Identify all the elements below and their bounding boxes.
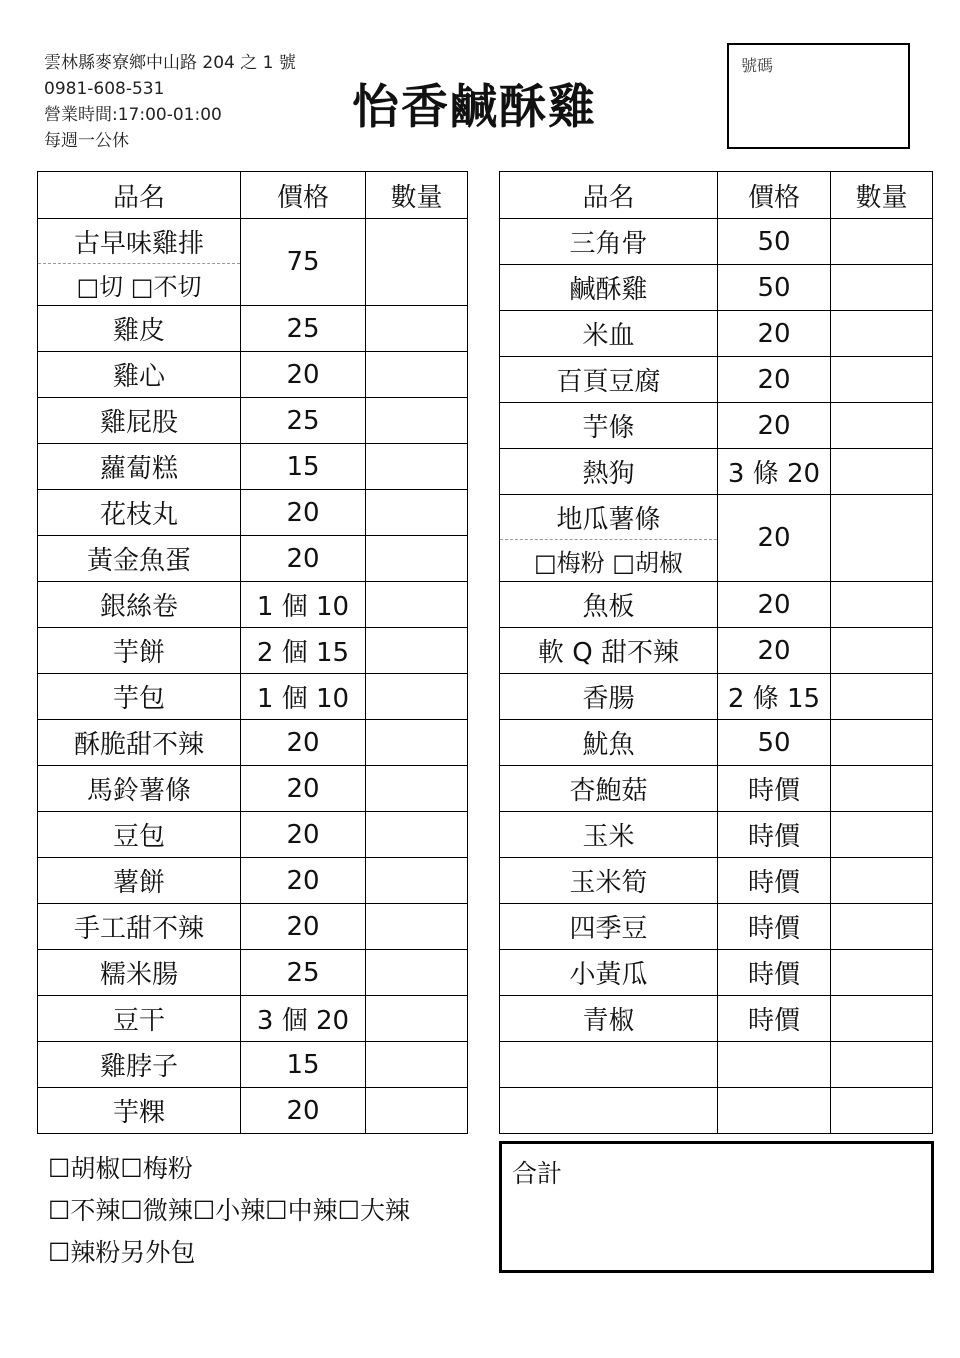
qty-cell[interactable] [831,996,933,1042]
qty-cell[interactable] [831,720,933,766]
shop-info [44,50,296,154]
menu-row [500,403,933,449]
qty-cell[interactable] [831,674,933,720]
menu-row [38,766,468,812]
qty-cell[interactable] [831,311,933,357]
item-price: 20 [241,858,366,904]
qty-cell[interactable] [366,306,468,352]
header-price: 價格 [718,172,831,219]
item-price: 75 [241,219,366,306]
qty-cell[interactable] [831,950,933,996]
menu-row [500,858,933,904]
item-name: 軟 Q 甜不辣 [500,628,718,674]
item-price: 1 個 10 [241,582,366,628]
qty-cell[interactable] [366,628,468,674]
header-qty: 數量 [366,172,468,219]
item-name: 香腸 [500,674,718,720]
menu-row [38,996,468,1042]
qty-cell[interactable] [831,858,933,904]
qty-cell[interactable] [366,674,468,720]
menu-row [38,582,468,628]
item-price: 20 [718,628,831,674]
item-price: 時價 [718,766,831,812]
item-price: 20 [718,582,831,628]
item-price: 20 [241,490,366,536]
item-name: 芋餅 [38,628,241,674]
qty-cell[interactable] [831,1042,933,1088]
item-price: 時價 [718,812,831,858]
item-price: 15 [241,444,366,490]
item-name: 手工甜不辣 [38,904,241,950]
menu-row [38,536,468,582]
order-number-label: 號碼 [741,56,774,75]
qty-cell[interactable] [366,1042,468,1088]
menu-row [500,1042,933,1088]
menu-row [500,265,933,311]
qty-cell[interactable] [366,444,468,490]
item-price: 20 [718,403,831,449]
item-price: 25 [241,306,366,352]
item-price: 1 個 10 [241,674,366,720]
menu-row [38,490,468,536]
item-name: 馬鈴薯條 [38,766,241,812]
shop-hours: 營業時間:17:00-01:00 [44,105,222,125]
qty-cell[interactable] [366,766,468,812]
menu-row [38,1088,468,1134]
order-number-box[interactable] [727,43,910,149]
menu-row [500,582,933,628]
item-name [500,1042,718,1088]
menu-row [38,628,468,674]
menu-row [500,674,933,720]
item-price: 25 [241,950,366,996]
qty-cell[interactable] [831,449,933,495]
seasoning-options [48,1148,410,1274]
item-name: 雞心 [38,352,241,398]
menu-row [38,352,468,398]
menu-row [38,904,468,950]
item-name: 雞脖子 [38,1042,241,1088]
item-price: 2 個 15 [241,628,366,674]
seasoning-line[interactable]: ☐胡椒☐梅粉 [48,1154,193,1183]
qty-cell[interactable] [831,812,933,858]
qty-cell[interactable] [366,950,468,996]
item-price: 50 [718,720,831,766]
menu-row [38,858,468,904]
item-price: 20 [718,311,831,357]
menu-row [500,311,933,357]
spice-level-line[interactable]: ☐不辣☐微辣☐小辣☐中辣☐大辣 [48,1196,411,1225]
menu-row [38,306,468,352]
item-name: 四季豆 [500,904,718,950]
menu-row [38,1042,468,1088]
item-name: 糯米腸 [38,950,241,996]
qty-cell[interactable] [366,904,468,950]
item-price: 時價 [718,858,831,904]
header-name: 品名 [500,172,718,219]
item-price [718,1088,831,1134]
menu-row [500,449,933,495]
menu-row [500,904,933,950]
item-price: 3 條 20 [718,449,831,495]
item-name: 魚板 [500,582,718,628]
item-name: 豆包 [38,812,241,858]
item-price: 20 [241,536,366,582]
qty-cell[interactable] [831,403,933,449]
item-price: 時價 [718,996,831,1042]
menu-table-right [499,171,933,1134]
item-name: 米血 [500,311,718,357]
menu-row [38,674,468,720]
cut-options[interactable]: □切 □不切 [38,264,241,306]
item-price: 50 [718,219,831,265]
menu-row [500,628,933,674]
qty-cell[interactable] [366,398,468,444]
menu-row [500,950,933,996]
item-name: 地瓜薯條 [500,495,718,540]
total-box[interactable] [499,1141,934,1273]
item-price: 20 [241,1088,366,1134]
header-qty: 數量 [831,172,933,219]
item-price: 25 [241,398,366,444]
qty-cell[interactable] [831,357,933,403]
item-price: 20 [241,812,366,858]
shop-phone: 0981-608-531 [44,79,165,99]
item-name: 芋條 [500,403,718,449]
qty-cell[interactable] [366,536,468,582]
menu-row [500,219,933,265]
seasoning-options-cell[interactable]: □梅粉 □胡椒 [500,540,718,582]
qty-cell[interactable] [831,1088,933,1134]
qty-cell[interactable] [366,812,468,858]
menu-row [500,1088,933,1134]
qty-cell[interactable] [831,766,933,812]
item-name: 玉米 [500,812,718,858]
item-name: 古早味雞排 [38,219,241,264]
qty-cell[interactable] [366,582,468,628]
menu-row [500,766,933,812]
item-name: 玉米筍 [500,858,718,904]
item-price: 20 [718,357,831,403]
item-name: 鹹酥雞 [500,265,718,311]
shop-closed-day: 每週一公休 [44,131,129,151]
item-name: 豆干 [38,996,241,1042]
qty-cell[interactable] [831,495,933,582]
separate-powder-line[interactable]: ☐辣粉另外包 [48,1238,196,1267]
item-price: 時價 [718,904,831,950]
item-name: 銀絲卷 [38,582,241,628]
menu-row [38,720,468,766]
menu-row [500,996,933,1042]
item-price: 15 [241,1042,366,1088]
qty-cell[interactable] [366,720,468,766]
item-name: 熱狗 [500,449,718,495]
item-name: 青椒 [500,996,718,1042]
item-price: 2 條 15 [718,674,831,720]
item-price: 20 [718,495,831,582]
shop-title: 怡香鹹酥雞 [352,80,597,135]
item-name: 雞屁股 [38,398,241,444]
menu-row [38,398,468,444]
qty-cell[interactable] [831,582,933,628]
item-price: 50 [718,265,831,311]
menu-row [38,812,468,858]
qty-cell[interactable] [831,265,933,311]
qty-cell[interactable] [366,219,468,306]
qty-cell[interactable] [831,904,933,950]
item-price: 3 個 20 [241,996,366,1042]
total-label: 合計 [512,1159,563,1188]
qty-cell[interactable] [366,996,468,1042]
qty-cell[interactable] [366,858,468,904]
item-name: 小黃瓜 [500,950,718,996]
qty-cell[interactable] [831,628,933,674]
header-price: 價格 [241,172,366,219]
item-price [718,1042,831,1088]
qty-cell[interactable] [831,219,933,265]
item-name: 百頁豆腐 [500,357,718,403]
item-name: 黃金魚蛋 [38,536,241,582]
item-price: 20 [241,352,366,398]
header-name: 品名 [38,172,241,219]
item-name: 芋粿 [38,1088,241,1134]
menu-row [500,357,933,403]
menu-row [500,720,933,766]
menu-row [38,950,468,996]
shop-address: 雲林縣麥寮鄉中山路 204 之 1 號 [44,53,296,73]
item-name: 杏鮑菇 [500,766,718,812]
qty-cell[interactable] [366,352,468,398]
item-price: 20 [241,720,366,766]
item-price: 20 [241,904,366,950]
item-name: 芋包 [38,674,241,720]
qty-cell[interactable] [366,490,468,536]
menu-row [500,812,933,858]
qty-cell[interactable] [366,1088,468,1134]
item-name: 蘿蔔糕 [38,444,241,490]
item-name: 薯餅 [38,858,241,904]
item-name: 花枝丸 [38,490,241,536]
item-name: 雞皮 [38,306,241,352]
menu-row [38,444,468,490]
item-name: 酥脆甜不辣 [38,720,241,766]
item-name [500,1088,718,1134]
item-price: 20 [241,766,366,812]
item-price: 時價 [718,950,831,996]
item-name: 魷魚 [500,720,718,766]
menu-table-left [37,171,468,1134]
item-name: 三角骨 [500,219,718,265]
